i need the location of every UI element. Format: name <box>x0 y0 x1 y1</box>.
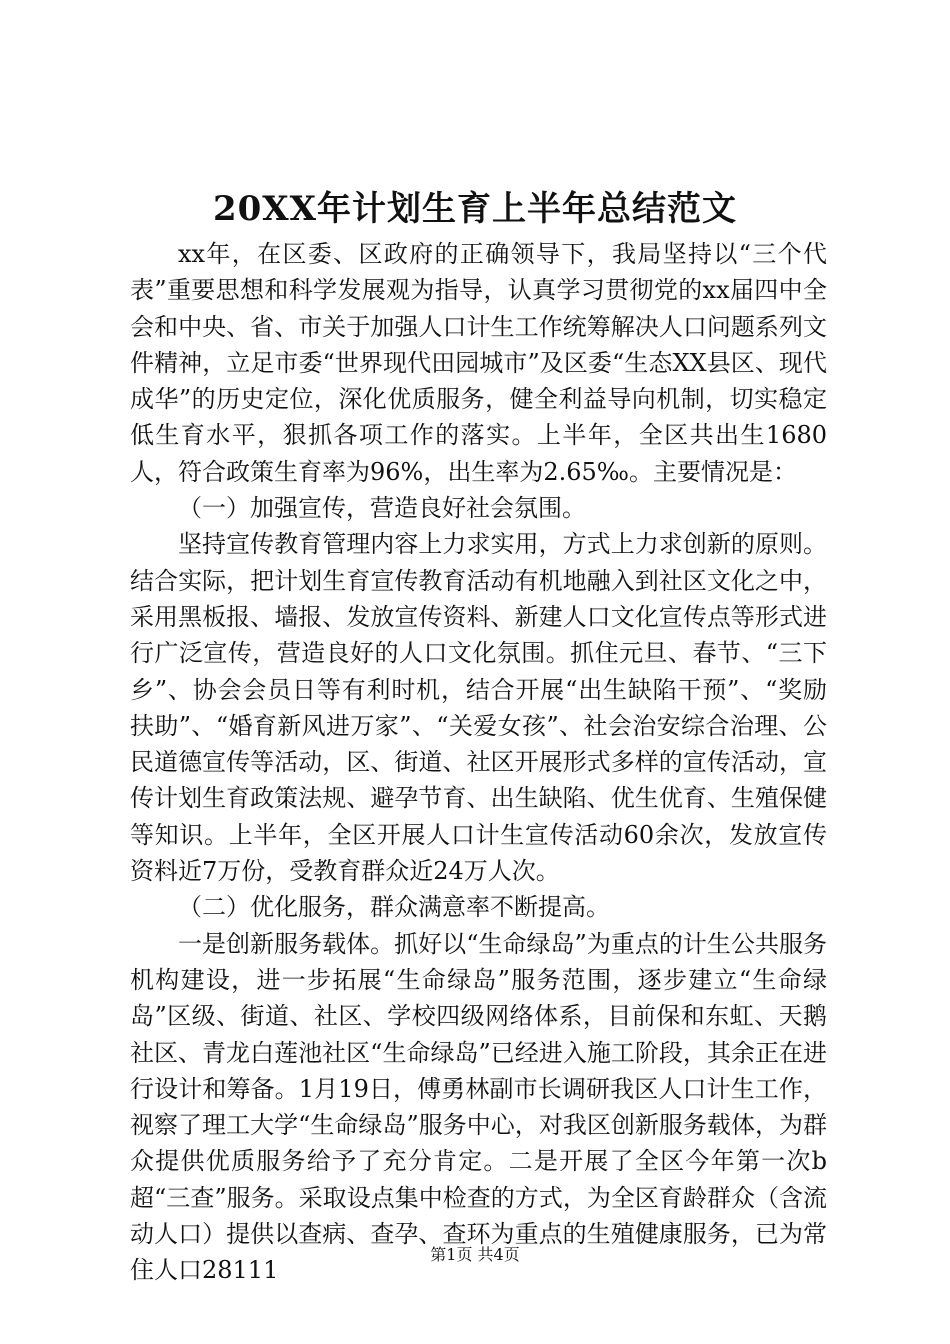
section-heading-2: （二）优化服务，群众满意率不断提高。 <box>178 893 610 922</box>
paragraph-publicity: 坚持宣传教育管理内容上力求实用，方式上力求创新的原则。结合实际，把计划生育宣传教育活动有机地融入到社区文化之中，采用黑板报、墙报、发放宣传资料、新建人口文化宣传点等形式进行广泛宣传，营造良好的人口文化氛围。抓住元旦、春节、“三下乡”、协会会员日等有利时机，结合开展“出生缺陷干预”、“奖励扶助”、“婚育新风进万家”、“关爱女孩”、社会治安综合治理、公民道德宣传等活动，区、街道、社区开展形式多样的宣传活动，宣传计划生育政策法规、避孕节育、出生缺陷、优生优育、生殖保健等知识。上半年，全区开展人口计生宣传活动60余次，发放宣传资料近7万份，受教育群众近24万人次。 <box>130 530 827 886</box>
document-title: 20XX年计划生育上半年总结范文 <box>212 189 738 229</box>
page-footer: 第1页 共4页 <box>430 1245 520 1264</box>
section-heading-1: （一）加强宣传，营造良好社会氛围。 <box>178 494 586 523</box>
document-body <box>130 236 827 1289</box>
paragraph-service: 一是创新服务载体。抓好以“生命绿岛”为重点的计生公共服务机构建设，进一步拓展“生命绿岛”服务范围，逐步建立“生命绿岛”区级、街道、社区、学校四级网络体系，目前保和东虹、天鹅社区、青龙白莲池社区“生命绿岛”已经进入施工阶段，其余正在进行设计和筹备。1月19日，傅勇林副市长调研我区人口计生工作，视察了理工大学“生命绿岛”服务中心，对我区创新服务载体，为群众提供优质服务给予了充分肯定。二是开展了全区今年第一次b超“三查”服务。采取设点集中检查的方式，为全区育龄群众（含流动人口）提供以查病、查孕、查环为重点的生殖健康服务，已为常住人口28111 <box>130 929 827 1285</box>
paragraph-intro: xx年，在区委、区政府的正确领导下，我局坚持以“三个代表”重要思想和科学发展观为指导，认真学习贯彻党的xx届四中全会和中央、省、市关于加强人口计生工作统筹解决人口问题系列文件精神，立足市委“世界现代田园城市”及区委“生态XX县区、现代成华”的历史定位，深化优质服务，健全利益导向机制，切实稳定低生育水平，狠抓各项工作的落实。上半年，全区共出生1680人，符合政策生育率为96%，出生率为2.65‰。主要情况是： <box>130 240 827 486</box>
